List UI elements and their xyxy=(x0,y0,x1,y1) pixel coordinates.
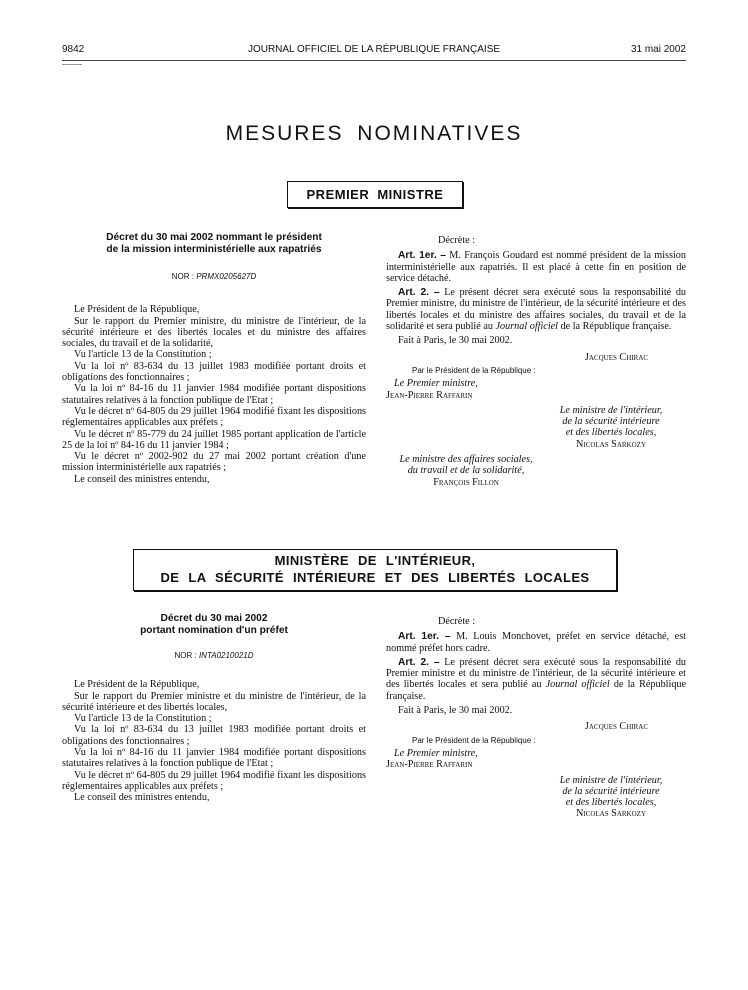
preamble-line: Vu l'article 13 de la Constitution ; xyxy=(74,713,212,725)
min-int-name: Nicolas Sarkozy xyxy=(575,808,646,820)
min-int-line: Le ministre de l'intérieur, xyxy=(559,404,663,416)
preamble-line: Sur le rapport du Premier ministre et du ministre de l'intérieur, de la sécurité intérieure et des libertés locales, xyxy=(62,690,366,713)
page-number: 9842 xyxy=(62,44,85,55)
decree2-right-column xyxy=(386,616,686,820)
signature-ministre-interieur xyxy=(536,775,686,820)
preamble-line: Vu l'article 13 de la Constitution ; xyxy=(74,349,212,361)
signature-president: Jacques Chirac xyxy=(584,351,648,363)
min-int-name: Nicolas Sarkozy xyxy=(575,438,646,450)
decree2-preamble xyxy=(62,679,366,803)
preamble-line: Vu la loi nº 84-16 du 11 janvier 1984 modifiée portant dispositions statutaires relatives à la fonction publique de l'Etat ; xyxy=(62,747,366,770)
article-text: M. Louis Monchovet, préfet en service détaché, est nommé préfet hors cadre. xyxy=(386,631,686,654)
preamble-line: Vu la loi nº 83-634 du 13 juillet 1983 modifiée portant droits et obligations des fonctionnaires ; xyxy=(62,360,366,384)
min-int-line: et des libertés locales, xyxy=(565,427,657,439)
decree2-title-line2: portant nomination d'un préfet xyxy=(140,624,288,636)
decree1-title-line1: Décret du 30 mai 2002 nommant le président xyxy=(106,232,322,243)
min-int-line: et des libertés locales, xyxy=(565,797,657,809)
journal-title: JOURNAL OFFICIEL DE LA RÉPUBLIQUE FRANÇAISE xyxy=(247,44,501,55)
preamble-line: Vu le décret nº 2002-902 du 27 mai 2002 portant création d'une mission interministérielle aux rapatriés ; xyxy=(62,451,366,474)
article-text-end: de la République française. xyxy=(560,321,672,333)
main-title: MESURES NOMINATIVES xyxy=(225,122,523,145)
section2-heading-line1: MINISTÈRE DE L'INTÉRIEUR, xyxy=(274,553,476,568)
issue-date: 31 mai 2002 xyxy=(630,44,686,55)
decree1-fait: Fait à Paris, le 30 mai 2002. xyxy=(398,335,513,347)
article-text-end: de la République française. xyxy=(386,679,687,702)
decree1-nor xyxy=(62,271,366,282)
decree1-decrete: Décrète : xyxy=(438,235,476,246)
decree1-article-2 xyxy=(386,287,686,332)
min-soc-line: Le ministre des affaires sociales, xyxy=(399,454,533,466)
pm-title: Le Premier ministre, xyxy=(394,747,478,759)
article-label: Art. 1er. – xyxy=(398,250,446,262)
decree1-nor-value: PRMX0205627D xyxy=(196,272,257,281)
running-header xyxy=(62,44,686,58)
preamble-line: Vu le décret nº 64-805 du 29 juillet 1964 modifié fixant les dispositions réglementaires applicables aux préfets ; xyxy=(62,405,366,429)
decree2-nor-value: INTA0210021D xyxy=(198,651,254,660)
decree1-preamble xyxy=(62,304,366,485)
preamble-line: Le conseil des ministres entendu, xyxy=(74,473,210,485)
journal-officiel-ref: Journal officiel xyxy=(545,679,610,691)
journal-officiel-ref: Journal officiel xyxy=(495,321,559,333)
min-soc-name: François Fillon xyxy=(433,476,499,488)
preamble-line: Le Président de la République, xyxy=(74,304,200,316)
decree1-left-column xyxy=(62,232,366,485)
preamble-line: Vu la loi nº 83-634 du 13 juillet 1983 modifiée portant droits et obligations des fonctionnaires ; xyxy=(62,724,366,747)
decree2-title xyxy=(62,613,366,636)
decree2-article-2 xyxy=(386,657,686,702)
section-heading-premier-ministre: PREMIER MINISTRE xyxy=(287,181,463,208)
decree2-title-line1: Décret du 30 mai 2002 xyxy=(160,613,268,624)
section2-heading-line2: DE LA SÉCURITÉ INTÉRIEURE ET DES LIBERTÉS LOCALES xyxy=(160,570,590,585)
article-label: Art. 1er. – xyxy=(398,631,451,643)
decree2-article-1 xyxy=(386,631,686,654)
decree1-nor-label: NOR : xyxy=(171,272,194,281)
par-le-president: Par le Président de la République : xyxy=(412,735,536,745)
decree1-article-1 xyxy=(386,250,686,284)
par-le-president: Par le Président de la République : xyxy=(412,365,536,375)
header-tick xyxy=(62,64,82,65)
preamble-line: Le Président de la République, xyxy=(74,679,200,691)
decree1-title xyxy=(62,232,366,255)
pm-name: Jean-Pierre Raffarin xyxy=(386,389,473,401)
preamble-line: Vu la loi nº 84-16 du 11 janvier 1984 modifiée portant dispositions statutaires relatives à la fonction publique de l'Etat ; xyxy=(62,383,366,406)
pm-name: Jean-Pierre Raffarin xyxy=(386,759,473,771)
preamble-line: Vu le décret nº 85-779 du 24 juillet 1985 portant application de l'article 25 de la loi nº 84-16 du 11 janvier 1984 ; xyxy=(62,428,366,451)
section-heading-ministere-interieur xyxy=(133,549,617,591)
signature-ministre-affaires-sociales xyxy=(386,454,546,488)
article-text: M. François Goudard est nommé président de la mission interministérielle aux rapatriés. Il est placé à cette fin en position de service détaché. xyxy=(386,250,686,284)
article-text: Le présent décret sera exécuté sous la responsabilité du Premier ministre et du ministre de l'intérieur, de la sécurité intérieure et des libertés locales et sera publié au xyxy=(386,656,687,691)
min-soc-line: du travail et de la solidarité, xyxy=(407,465,525,477)
min-int-line: de la sécurité intérieure xyxy=(562,785,660,797)
article-text: Le présent décret sera exécuté sous la responsabilité du Premier ministre, du ministre de l'intérieur, de la sécurité intérieure et des libertés locales et du ministre des affaires sociales, du travail et de la solidarité et sera publié au xyxy=(386,287,687,333)
preamble-line: Vu le décret nº 64-805 du 29 juillet 1964 modifié fixant les dispositions réglementaires applicables aux préfets ; xyxy=(62,769,366,792)
signature-ministre-interieur xyxy=(536,405,686,450)
decree2-decrete: Décrète : xyxy=(438,616,476,627)
header-rule xyxy=(62,60,686,61)
article-label: Art. 2. – xyxy=(398,656,440,668)
min-int-line: de la sécurité intérieure xyxy=(562,416,660,428)
pm-title: Le Premier ministre, xyxy=(394,378,478,390)
min-int-line: Le ministre de l'intérieur, xyxy=(559,774,663,786)
preamble-line: Le conseil des ministres entendu, xyxy=(74,792,210,804)
decree1-title-line2: de la mission interministérielle aux rapatriés xyxy=(106,243,322,255)
article-label: Art. 2. – xyxy=(398,287,440,299)
preamble-line: Sur le rapport du Premier ministre, du ministre de l'intérieur, de la sécurité intérieure et des libertés locales et du ministre des affaires sociales, du travail et de la solidarité, xyxy=(62,315,366,350)
decree1-right-column xyxy=(386,235,686,488)
signature-president: Jacques Chirac xyxy=(584,721,648,733)
decree2-nor xyxy=(62,650,366,661)
decree2-fait: Fait à Paris, le 30 mai 2002. xyxy=(398,705,513,717)
decree2-nor-label: NOR : xyxy=(174,651,197,660)
decree2-left-column xyxy=(62,613,366,804)
